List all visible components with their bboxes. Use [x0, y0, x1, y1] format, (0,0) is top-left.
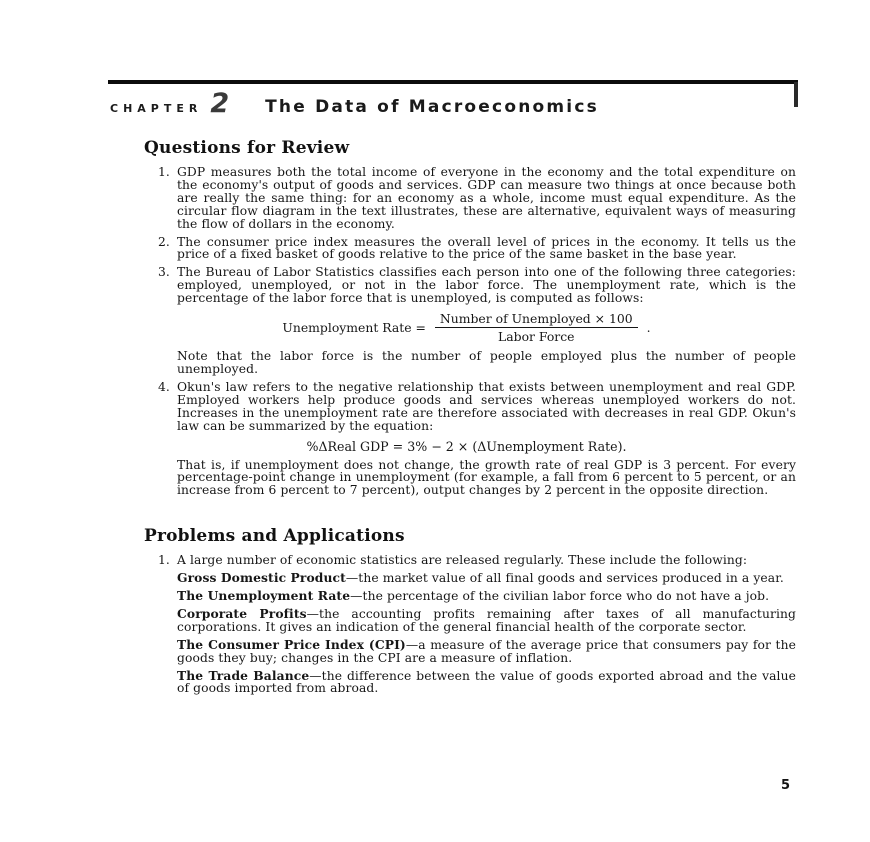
fraction-numerator: Number of Unemployed × 100 — [435, 312, 638, 328]
review-item-2 — [144, 236, 796, 262]
definition-term: Corporate Profits — [177, 605, 307, 621]
review-item-4 — [144, 381, 796, 497]
problems-and-applications-heading: Problems and Applications — [144, 526, 405, 547]
definition-corporate-profits — [177, 605, 796, 634]
item-number: 4. — [158, 379, 170, 394]
definition-text: —the percentage of the civilian labor force who do not have a job. — [350, 589, 770, 604]
item-number: 1. — [158, 165, 170, 179]
review-item-4-text: Okun's law refers to the negative relationship that exists between unemployment and real GDP. Employed workers help produce goods and services whereas unemployed workers do not. Increases in the unemployment rate are therefore associated with decreases in real GDP. Okun's law can be summarized by the equation: — [177, 379, 796, 433]
definition-term: Gross Domestic Product — [177, 570, 346, 586]
chapter-header-rule — [108, 80, 798, 84]
definition-term: The Consumer Price Index (CPI) — [177, 636, 406, 652]
definition-consumer-price-index — [177, 636, 796, 665]
equation-fraction — [435, 312, 638, 343]
item-number: 2. — [158, 234, 170, 249]
page-number: 5 — [781, 778, 791, 793]
definition-term: The Unemployment Rate — [177, 588, 351, 604]
definition-text: —the market value of all final goods and services produced in a year. — [345, 571, 784, 586]
chapter-title: The Data of Macroeconomics — [265, 97, 599, 117]
review-item-4-followup: That is, if unemployment does not change, the growth rate of real GDP is 3 percent. For every percentage-point change in unemployment (for example, a fall from 6 percent to 5 percent, or an increase from 6 percent to 7 percent), output changes by 2 percent in the opposite direction. — [177, 457, 796, 498]
problems-and-applications-section — [144, 526, 796, 695]
definition-text: —a measure of the average price that consumers pay for the goods they buy; changes in the CPI are a measure of inflation. — [177, 637, 796, 665]
equation-lhs: Unemployment Rate = — [282, 320, 426, 336]
definition-text: —the difference between the value of goods exported abroad and the value of goods imported from abroad. — [177, 668, 796, 696]
definition-gross-domestic-product — [177, 572, 796, 585]
item-number: 1. — [158, 553, 170, 568]
review-item-3-text: The Bureau of Labor Statistics classifies each person into one of the following three categories: employed, unemployed, or not in the labor force. The unemployment rate, which is the percentage of the labor force that is unemployed, is computed as follows: — [177, 265, 796, 306]
review-item-3-note: Note that the labor force is the number of people employed plus the number of people unemployed. — [177, 349, 796, 376]
okuns-law-equation: %ΔReal GDP = 3% − 2 × (ΔUnemployment Rate). — [306, 438, 627, 454]
problem-item-1 — [144, 554, 796, 695]
definition-trade-balance — [177, 667, 796, 696]
review-item-2-text: The consumer price index measures the overall level of prices in the economy. It tells us the price of a fixed basket of goods relative to the price of the same basket in the base year. — [177, 234, 796, 262]
definition-unemployment-rate — [177, 590, 796, 603]
chapter-header — [110, 88, 599, 119]
definition-term: The Trade Balance — [177, 667, 310, 683]
equation-terminator: . — [646, 320, 651, 336]
fraction-denominator: Labor Force — [498, 329, 575, 345]
chapter-header-rule-corner — [794, 82, 798, 107]
review-item-3 — [144, 266, 796, 376]
chapter-number: 2 — [210, 88, 230, 119]
item-number: 3. — [158, 265, 170, 280]
review-item-1-text: GDP measures both the total income of everyone in the economy and the total expenditure on the economy's output of goods and services. GDP can measure two things at once because both are really the same thing: for an economy as a whole, income must equal expenditure. As the circular flow diagram in the text illustrates, these are alternative, equivalent ways of measuring the flow of dollars in the economy. — [177, 165, 796, 231]
definition-text: —the accounting profits remaining after taxes of all manufacturing corporations. It gives an indication of the general financial health of the corporate sector. — [177, 606, 796, 634]
review-item-1 — [144, 166, 796, 231]
problem-item-1-intro: A large number of economic statistics are released regularly. These include the following: — [177, 553, 748, 568]
chapter-label: CHAPTER — [110, 102, 203, 115]
page-content — [144, 138, 796, 700]
questions-for-review-heading: Questions for Review — [144, 138, 350, 158]
unemployment-rate-equation — [177, 312, 756, 343]
